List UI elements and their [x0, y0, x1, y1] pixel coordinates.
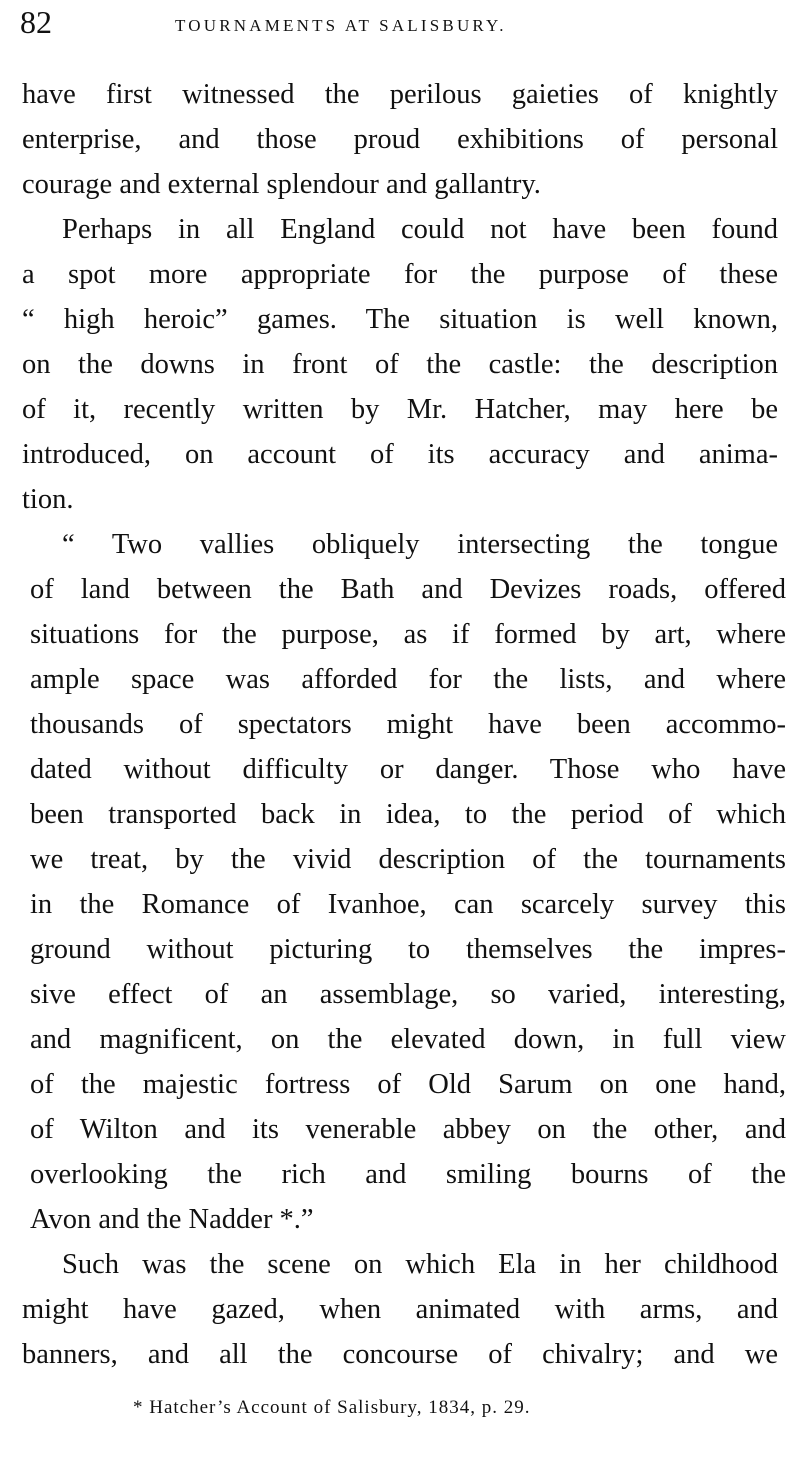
footnote: * Hatcher’s Account of Salisbury, 1834, p. 29.: [133, 1397, 531, 1418]
text-line: overlooking the rich and smiling bourns of the: [30, 1159, 786, 1190]
text-line: of the majestic fortress of Old Sarum on one hand,: [30, 1069, 786, 1100]
running-head: TOURNAMENTS AT SALISBURY.: [175, 16, 507, 35]
text-line: and magnificent, on the elevated down, in full view: [30, 1024, 786, 1055]
text-line: introduced, on account of its accuracy and anima-: [22, 439, 778, 470]
text-line: might have gazed, when animated with arms, and: [22, 1294, 778, 1325]
page-number: 82: [20, 4, 52, 40]
text-line: on the downs in front of the castle: the description: [22, 349, 778, 380]
text-line: enterprise, and those proud exhibitions of personal: [22, 124, 778, 155]
text-line: ample space was afforded for the lists, and where: [30, 664, 786, 695]
text-line: in the Romance of Ivanhoe, can scarcely survey this: [30, 889, 786, 920]
body-text: [22, 72, 786, 1377]
text-line: courage and external splendour and gallantry.: [22, 169, 541, 200]
text-line: Such was the scene on which Ela in her childhood: [62, 1249, 778, 1280]
text-line: of it, recently written by Mr. Hatcher, may here be: [22, 394, 778, 425]
text-line: dated without difficulty or danger. Those who have: [30, 754, 786, 785]
text-line: Avon and the Nadder *.”: [30, 1204, 314, 1235]
text-line: thousands of spectators might have been accommo-: [30, 709, 786, 740]
text-line: situations for the purpose, as if formed by art, where: [30, 619, 786, 650]
text-line: sive effect of an assemblage, so varied, interesting,: [30, 979, 786, 1010]
text-line: of Wilton and its venerable abbey on the other, and: [30, 1114, 786, 1145]
text-line: ground without picturing to themselves the impres-: [30, 934, 786, 965]
text-line: we treat, by the vivid description of the tournaments: [30, 844, 786, 875]
text-line: tion.: [22, 484, 74, 515]
text-line: banners, and all the concourse of chivalry; and we: [22, 1339, 778, 1370]
text-line: “ high heroic” games. The situation is well known,: [22, 304, 778, 335]
text-line: of land between the Bath and Devizes roads, offered: [30, 574, 786, 605]
text-line: been transported back in idea, to the period of which: [30, 799, 786, 830]
text-line: “ Two vallies obliquely intersecting the tongue: [62, 529, 778, 560]
text-line: Perhaps in all England could not have been found: [62, 214, 778, 245]
text-line: a spot more appropriate for the purpose of these: [22, 259, 778, 290]
text-line: have first witnessed the perilous gaieties of knightly: [22, 79, 778, 110]
